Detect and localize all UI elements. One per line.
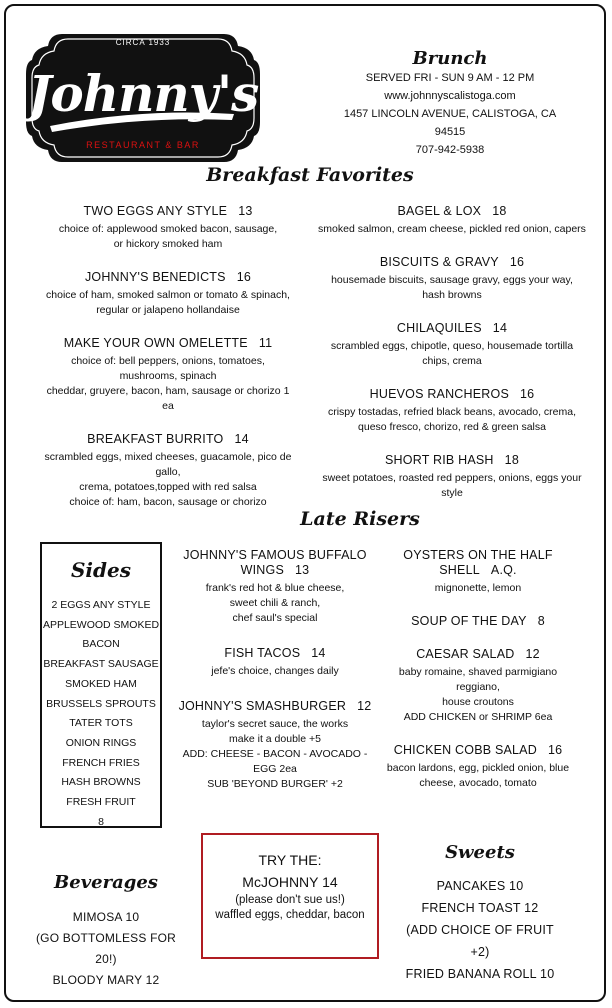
brunch-title: Brunch [412,48,488,69]
menu-item-description [170,581,380,626]
menu-item-name-line [380,548,576,578]
menu-item-name-line [44,336,292,351]
beverage-item: (GO BOTTOMLESS FOR 20!) [35,931,177,966]
menu-item-name: BISCUITS & GRAVY [379,255,499,269]
sweet-item: PANCAKES 10 [436,879,524,893]
menu-item [170,548,380,626]
menu-item-desc-line: chef saul's special [232,612,318,624]
menu-item [380,614,576,629]
menu-item-desc-line: choice of: bell peppers, onions, tomatoes, mushrooms, spinach [71,355,265,382]
menu-item-desc-line: choice of ham, smoked salmon or tomato & spinach, [46,289,290,301]
breakfast-left-column [44,204,292,510]
sweet-item: FRIED BANANA ROLL 10 [405,967,555,981]
sweets-title: Sweets [445,842,515,863]
menu-item-description [380,581,576,596]
menu-item-description [44,450,292,510]
menu-item-desc-line: queso fresco, chorizo, red & green salsa [358,421,546,433]
menu-item-description [44,222,292,252]
menu-item-name-line [170,646,380,661]
menu-item-name: HUEVOS RANCHEROS [369,387,509,401]
sides-box [40,542,162,828]
menu-item-desc-line: choice of: ham, bacon, sausage or chorizo [69,496,267,508]
menu-item-desc-line: ADD CHICKEN or SHRIMP 6ea [403,711,553,723]
menu-item-desc-line: sweet potatoes, roasted red peppers, onions, eggs your style [322,472,582,499]
menu-item-name-line [170,548,380,578]
menu-item-desc-line: hash browns [422,289,482,301]
menu-item [318,387,586,435]
menu-item-name: SOUP OF THE DAY [411,614,527,628]
sweet-item: FRENCH TOAST 12 [421,901,539,915]
menu-item-name: MAKE YOUR OWN OMELETTE [63,336,248,350]
menu-item-desc-line: scrambled eggs, mixed cheeses, guacamole, pico de gallo, [44,451,292,478]
side-item: APPLEWOOD SMOKED BACON [42,618,160,651]
menu-item-desc-line: crispy tostadas, refried black beans, avocado, crema, [327,406,577,418]
menu-item [318,255,586,303]
menu-item-name: BREAKFAST BURRITO [87,432,224,446]
menu-item-name-line [44,270,292,285]
menu-item-description [380,761,576,791]
menu-item-price: 18 [492,204,507,218]
side-item: SMOKED HAM [65,677,137,690]
menu-item-name: JOHNNY'S FAMOUS BUFFALO WINGS [183,548,367,577]
menu-item-desc-line: scrambled eggs, chipotle, queso, housemade tortilla chips, crema [330,340,574,367]
menu-item-name: CAESAR SALAD [416,647,515,661]
menu-item-price: 8 [537,614,545,628]
brunch-info [330,48,570,159]
menu-item [318,204,586,237]
menu-item-description [318,339,586,369]
menu-item-price: 14 [234,432,249,446]
beverage-item: BLOODY MARY 12 [52,973,160,987]
menu-item-name-line [380,743,576,758]
breakfast-right-column [318,204,586,501]
menu-item-price: 14 [492,321,508,335]
brunch-phone: 707-942-5938 [415,144,485,156]
menu-item-name: FISH TACOS [224,646,301,660]
menu-item-desc-line: mignonette, lemon [434,582,522,594]
menu-item-desc-line: sweet chili & ranch, [229,597,321,609]
brunch-website: www.johnnyscalistoga.com [384,90,516,102]
late-risers-title: Late Risers [300,508,420,530]
side-item: 8 [98,815,104,828]
menu-item-desc-line: jefe's choice, changes daily [211,665,339,677]
menu-item [318,453,586,501]
side-item: FRENCH FRIES [62,756,140,769]
side-item: ONION RINGS [65,736,137,749]
menu-item-name: CHILAQUILES [396,321,482,335]
side-item: 2 EGGS ANY STYLE [51,599,151,611]
menu-item-price: 18 [504,453,519,467]
side-item: BRUSSELS SPROUTS [46,697,156,710]
menu-item-desc-line: taylor's secret sauce, the works [201,718,349,730]
logo-subtitle: RESTAURANT & BAR [86,140,200,150]
beverages-title: Beverages [54,872,158,893]
menu-item-description [318,273,586,303]
menu-item-price: 16 [509,255,525,269]
menu-item-price: 11 [258,336,273,350]
side-item: FRESH FRUIT [66,796,136,809]
menu-item [170,699,380,792]
menu-item-desc-line: house croutons [442,696,514,708]
menu-item [380,647,576,725]
menu-item-desc-line: housemade biscuits, sausage gravy, eggs your way, [331,274,573,286]
side-item: BREAKFAST SAUSAGE [43,658,159,671]
menu-item-description [380,665,576,725]
menu-item-desc-line: smoked salmon, cream cheese, pickled red onion, capers [318,223,586,235]
late-risers-left-column [170,548,380,792]
menu-item-desc-line: choice of: applewood smoked bacon, sausage, [58,223,278,235]
menu-item [380,743,576,791]
menu-item-desc-line: crema, potatoes,topped with red salsa [79,481,257,493]
try-the-desc: waffled eggs, cheddar, bacon [215,909,365,921]
logo-circa: CIRCA 1933 [115,38,171,47]
menu-item-price: 13 [295,563,310,577]
menu-item-desc-line: bacon lardons, egg, pickled onion, blue [386,762,570,774]
menu-item-name-line [380,614,576,629]
menu-item-desc-line: SUB 'BEYOND BURGER' +2 [207,778,343,790]
breakfast-favorites-title: Breakfast Favorites [206,164,414,186]
logo-brand: Johnny's [27,64,259,123]
menu-item-name-line [380,647,576,662]
restaurant-logo [22,30,264,166]
side-item: HASH BROWNS [61,776,141,789]
menu-item-price: 13 [238,204,253,218]
menu-item-name-line [318,453,586,468]
menu-item-name-line [318,321,586,336]
sweets-list [400,875,560,985]
menu-item-desc-line: frank's red hot & blue cheese, [205,582,345,594]
menu-item-price: 12 [357,699,372,713]
sweet-item: (ADD CHOICE OF FRUIT +2) [406,923,554,959]
menu-item-desc-line: regular or jalapeno hollandaise [96,304,240,316]
menu-item-name: TWO EGGS ANY STYLE [83,204,228,218]
menu-item [44,204,292,252]
brunch-address: 1457 LINCOLN AVENUE, CALISTOGA, CA 94515 [343,108,557,138]
menu-item-name-line [318,255,586,270]
sides-list [42,596,160,832]
beverages-section [34,872,178,991]
menu-item-price: 16 [236,270,252,284]
menu-item [44,336,292,414]
menu-item-name: OYSTERS ON THE HALF SHELL [403,548,553,577]
menu-item-description [44,354,292,414]
menu-item-name-line [44,204,292,219]
menu-item [44,432,292,510]
menu-item-name: JOHNNY'S SMASHBURGER [178,699,347,713]
try-the-item: McJOHNNY 14 [242,874,338,890]
menu-item-price: A.Q. [490,563,517,577]
menu-item [170,646,380,679]
menu-item-name-line [318,204,586,219]
menu-item-description [318,405,586,435]
menu-item-name: JOHNNY'S BENEDICTS [84,270,226,284]
menu-item-description [44,288,292,318]
menu-item-name-line [170,699,380,714]
menu-item-price: 16 [520,387,535,401]
menu-item [44,270,292,318]
menu-item-name-line [318,387,586,402]
beverages-list [34,907,178,991]
menu-item-description [318,222,586,237]
menu-item [318,321,586,369]
try-the-label: TRY THE: [258,852,322,868]
try-the-box [201,833,379,959]
menu-item-description [170,664,380,679]
menu-item-desc-line: ADD: CHEESE - BACON - AVOCADO - EGG 2ea [182,748,368,775]
beverage-item: MIMOSA 10 [72,910,140,924]
sweets-section [400,842,560,985]
late-risers-right-column [380,548,576,791]
brunch-hours: SERVED FRI - SUN 9 AM - 12 PM [365,72,535,84]
menu-item-description [318,471,586,501]
menu-item-desc-line: cheese, avocado, tomato [419,777,537,789]
menu-item-price: 16 [547,743,563,757]
try-the-note: (please don't sue us!) [235,894,345,906]
menu-item-price: 12 [525,647,540,661]
menu-item-desc-line: make it a double +5 [229,733,321,745]
menu-item-desc-line: cheddar, gruyere, bacon, ham, sausage or chorizo 1 ea [46,385,290,412]
menu-item-name-line [44,432,292,447]
sides-title: Sides [70,558,131,582]
menu-item-price: 14 [311,646,326,660]
side-item: TATER TOTS [69,717,133,730]
menu-item [380,548,576,596]
menu-item-name: CHICKEN COBB SALAD [393,743,537,757]
menu-item-desc-line: baby romaine, shaved parmigiano reggiano, [398,666,558,693]
menu-item-name: BAGEL & LOX [397,204,482,218]
menu-item-desc-line: or hickory smoked ham [113,238,223,250]
menu-item-description [170,717,380,792]
menu-item-name: SHORT RIB HASH [385,453,494,467]
